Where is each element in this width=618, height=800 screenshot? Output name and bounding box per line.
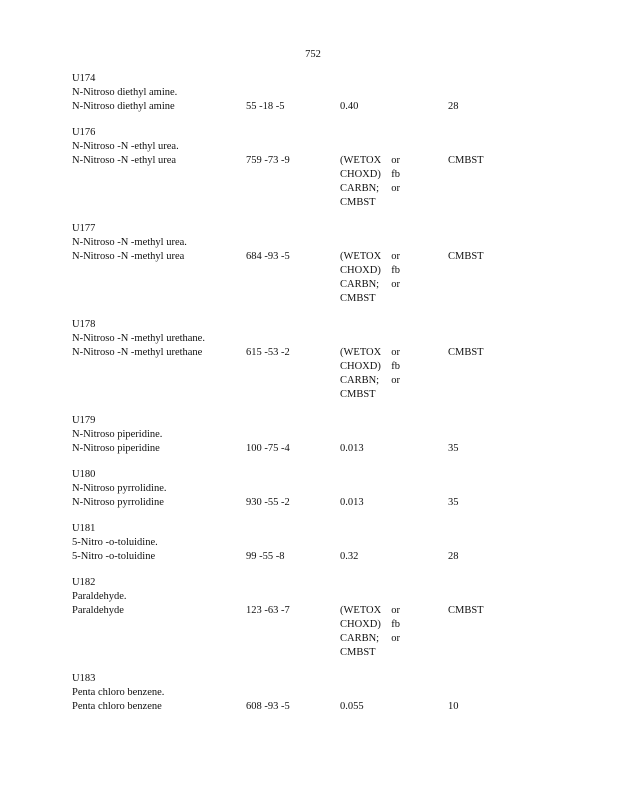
technology-connector: or	[391, 605, 400, 616]
technology-connector: or	[391, 155, 400, 166]
technology-code: CHOXD)	[340, 361, 381, 372]
cas-number: 930 -55 -2	[246, 497, 290, 508]
technology-connector: fb	[391, 361, 400, 372]
concentration-value: 0.055	[340, 701, 364, 712]
constituent-row	[72, 700, 542, 714]
technology-code: (WETOX	[340, 251, 382, 262]
cas-number: 123 -63 -7	[246, 605, 290, 616]
concentration-value: 0.013	[340, 497, 364, 508]
waste-entry	[72, 522, 542, 564]
technology-connector: or	[391, 347, 400, 358]
waste-code: U177	[72, 223, 96, 234]
constituent-row	[72, 496, 542, 510]
concentration-value: 0.013	[340, 443, 364, 454]
technology-code: CMBST	[340, 647, 376, 658]
waste-code-list	[72, 72, 542, 726]
technology-code: CARBN;	[340, 633, 380, 644]
waste-entry	[72, 222, 542, 306]
waste-code: U183	[72, 673, 96, 684]
technology-code: CHOXD)	[340, 169, 381, 180]
technology-connector: fb	[391, 169, 400, 180]
standard-value: CMBST	[448, 347, 484, 358]
cas-number: 99 -55 -8	[246, 551, 285, 562]
waste-description: N-Nitroso -N -ethyl urea.	[72, 141, 179, 152]
constituent-row	[72, 154, 542, 210]
constituent-name: N-Nitroso -N -methyl urea	[72, 251, 185, 262]
cas-number: 684 -93 -5	[246, 251, 290, 262]
technology-code-list	[340, 604, 410, 660]
standard-value: CMBST	[448, 605, 484, 616]
waste-description: 5-Nitro -o-toluidine.	[72, 537, 158, 548]
waste-code: U181	[72, 523, 96, 534]
standard-value: 28	[448, 551, 459, 562]
waste-code: U180	[72, 469, 96, 480]
constituent-name: N-Nitroso pyrrolidine	[72, 497, 164, 508]
constituent-name: N-Nitroso diethyl amine	[72, 101, 175, 112]
constituent-row	[72, 442, 542, 456]
cas-number: 55 -18 -5	[246, 101, 285, 112]
standard-value: CMBST	[448, 251, 484, 262]
waste-code: U178	[72, 319, 96, 330]
technology-code: (WETOX	[340, 155, 382, 166]
technology-code: CARBN;	[340, 279, 380, 290]
constituent-name: N-Nitroso piperidine	[72, 443, 160, 454]
waste-description: N-Nitroso pyrrolidine.	[72, 483, 167, 494]
waste-description: N-Nitroso -N -methyl urea.	[72, 237, 187, 248]
waste-entry	[72, 672, 542, 714]
technology-code: CARBN;	[340, 183, 380, 194]
technology-connector: or	[391, 183, 400, 194]
constituent-row	[72, 604, 542, 660]
technology-code-list	[340, 250, 410, 306]
waste-description: N-Nitroso diethyl amine.	[72, 87, 178, 98]
standard-value: 35	[448, 497, 459, 508]
constituent-row	[72, 346, 542, 402]
waste-description: Penta chloro benzene.	[72, 687, 165, 698]
cas-number: 608 -93 -5	[246, 701, 290, 712]
waste-entry	[72, 126, 542, 210]
cas-number: 100 -75 -4	[246, 443, 290, 454]
waste-entry	[72, 576, 542, 660]
waste-entry	[72, 72, 542, 114]
page-number: 752	[305, 49, 321, 60]
technology-connector: fb	[391, 265, 400, 276]
technology-code: CMBST	[340, 197, 376, 208]
technology-connector: or	[391, 375, 400, 386]
waste-description: N-Nitroso piperidine.	[72, 429, 163, 440]
waste-code: U174	[72, 73, 96, 84]
waste-code: U182	[72, 577, 96, 588]
standard-value: 10	[448, 701, 459, 712]
technology-code: CHOXD)	[340, 619, 381, 630]
technology-code: (WETOX	[340, 347, 382, 358]
constituent-row	[72, 550, 542, 564]
technology-code-list	[340, 346, 410, 402]
waste-description: Paraldehyde.	[72, 591, 127, 602]
technology-code: CMBST	[340, 293, 376, 304]
cas-number: 615 -53 -2	[246, 347, 290, 358]
concentration-value: 0.32	[340, 551, 359, 562]
constituent-name: 5-Nitro -o-toluidine	[72, 551, 156, 562]
waste-entry	[72, 468, 542, 510]
technology-connector: or	[391, 633, 400, 644]
constituent-name: Paraldehyde	[72, 605, 124, 616]
technology-connector: fb	[391, 619, 400, 630]
waste-entry	[72, 414, 542, 456]
technology-code-list	[340, 154, 410, 210]
technology-connector: or	[391, 251, 400, 262]
constituent-name: N-Nitroso -N -methyl urethane	[72, 347, 203, 358]
technology-code: (WETOX	[340, 605, 382, 616]
constituent-name: N-Nitroso -N -ethyl urea	[72, 155, 177, 166]
waste-code: U176	[72, 127, 96, 138]
waste-description: N-Nitroso -N -methyl urethane.	[72, 333, 205, 344]
constituent-row	[72, 250, 542, 306]
constituent-row	[72, 100, 542, 114]
waste-entry	[72, 318, 542, 402]
technology-code: CARBN;	[340, 375, 380, 386]
waste-code: U179	[72, 415, 96, 426]
cas-number: 759 -73 -9	[246, 155, 290, 166]
standard-value: 35	[448, 443, 459, 454]
standard-value: 28	[448, 101, 459, 112]
technology-connector: or	[391, 279, 400, 290]
standard-value: CMBST	[448, 155, 484, 166]
concentration-value: 0.40	[340, 101, 359, 112]
constituent-name: Penta chloro benzene	[72, 701, 162, 712]
technology-code: CHOXD)	[340, 265, 381, 276]
technology-code: CMBST	[340, 389, 376, 400]
